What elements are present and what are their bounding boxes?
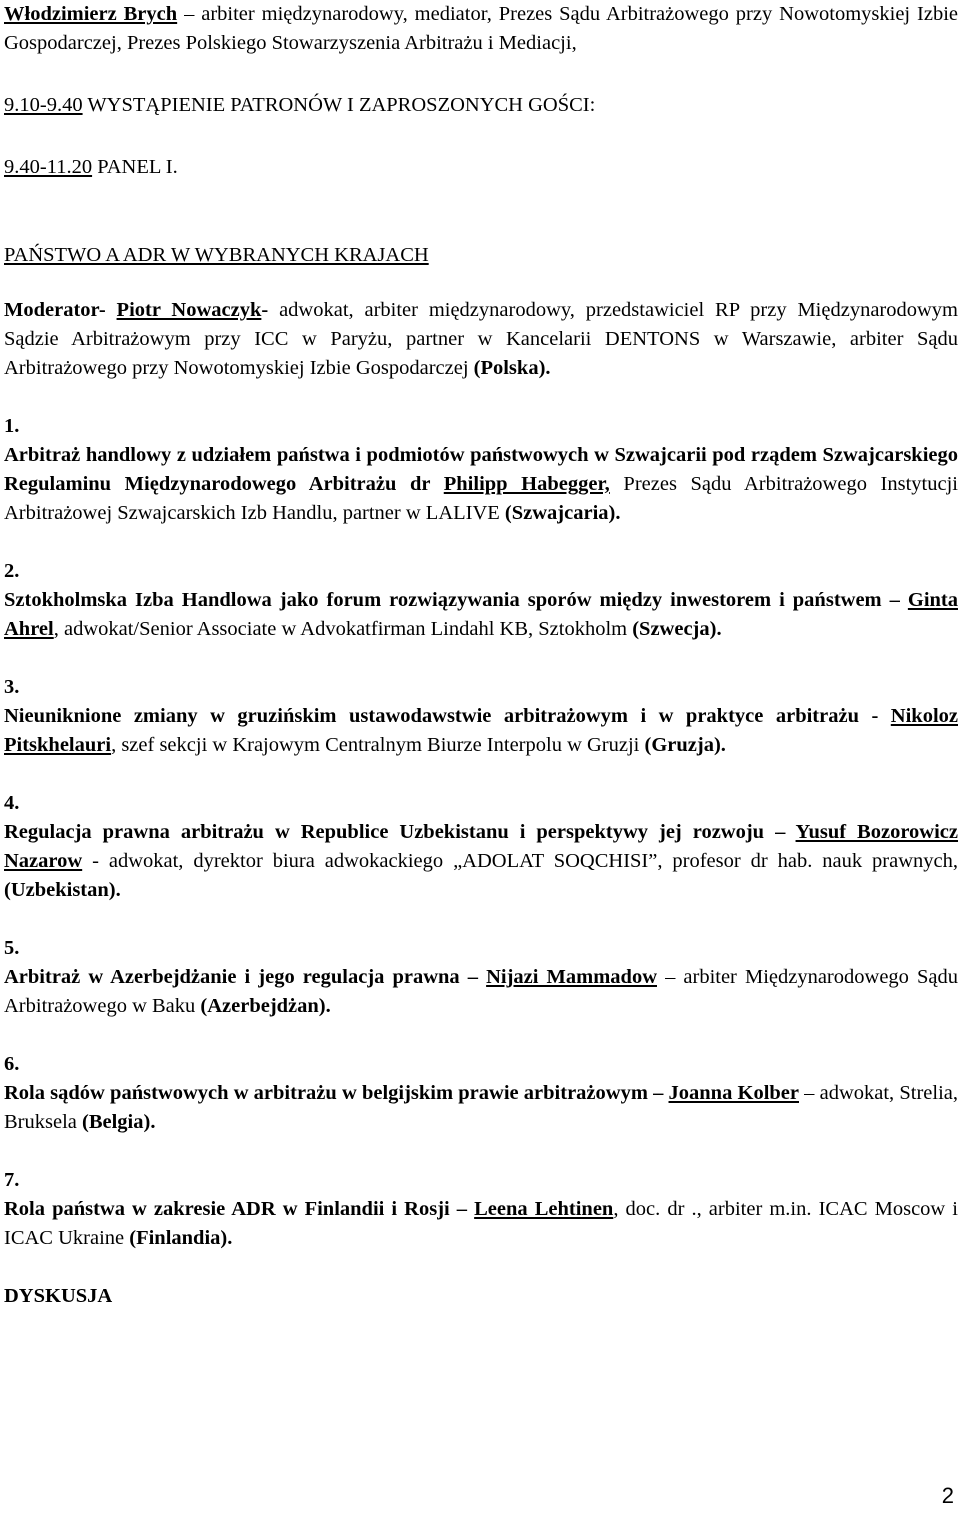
item-number: 7. (4, 1169, 20, 1191)
intro-desc: – arbiter międzynarodowy, mediator, Prezes Sądu Arbitrażowego przy Nowotomyskiej Izbie Gospodarczej, Prezes Polskiego Stowarzyszenia Arbitrażu i Mediacji, (4, 3, 958, 54)
intro-name: Włodzimierz Brych (4, 3, 178, 25)
intro-paragraph (4, 0, 958, 58)
item-speaker: Joanna Kolber (668, 1082, 799, 1104)
item-number: 2. (4, 560, 20, 582)
item-country: (Azerbejdżan). (200, 995, 331, 1017)
moderator-dash: - (261, 299, 280, 321)
moderator-paragraph (4, 296, 958, 383)
panel-title-line (4, 241, 958, 270)
schedule-text-2: PANEL I. (92, 156, 178, 178)
item-paragraph (4, 1195, 958, 1253)
item-paragraph (4, 963, 958, 1021)
item-paragraph (4, 818, 958, 905)
item-country: (Belgia). (82, 1111, 156, 1133)
item-country: (Szwecja). (632, 618, 722, 640)
item-number: 6. (4, 1053, 20, 1075)
moderator-country: (Polska). (473, 357, 551, 379)
schedule-line-2 (4, 153, 958, 182)
panel-title: PAŃSTWO A ADR W WYBRANYCH KRAJACH (4, 244, 429, 266)
schedule-line-1 (4, 91, 958, 120)
item-number: 4. (4, 792, 20, 814)
item-title: Rola sądów państwowych w arbitrażu w belgijskim prawie arbitrażowym – (4, 1082, 669, 1104)
item-paragraph (4, 1079, 958, 1137)
item-desc: – arbiter Międzynarodowego Sądu Arbitrażowego w Baku (4, 966, 958, 1017)
item-paragraph (4, 441, 958, 528)
schedule-time-2: 9.40-11.20 (4, 156, 93, 178)
item-country: (Uzbekistan). (4, 879, 121, 901)
item-desc: , szef sekcji w Krajowym Centralnym Biurze Interpolu w Gruzji (111, 734, 645, 756)
page-number: 2 (941, 1483, 954, 1508)
schedule-text-1: WYSTĄPIENIE PATRONÓW I ZAPROSZONYCH GOŚCI: (82, 94, 596, 116)
item-desc: - adwokat, dyrektor biura adwokackiego „ADOLAT SOQCHISI”, profesor dr hab. nauk prawnych, (82, 850, 958, 872)
item-title: Nieuniknione zmiany w gruzińskim ustawodawstwie arbitrażowym i w praktyce arbitrażu - (4, 705, 891, 727)
item-paragraph (4, 586, 958, 644)
item-speaker: Philipp Habegger, (443, 473, 610, 495)
item-title: Rola państwa w zakresie ADR w Finlandii i Rosji – (4, 1198, 475, 1220)
item-country: (Szwajcaria). (504, 502, 621, 524)
item-country: (Gruzja). (644, 734, 726, 756)
item-title: Sztokholmska Izba Handlowa jako forum rozwiązywania sporów między inwestorem i państwem – (4, 589, 908, 611)
item-speaker: Nijazi Mammadow (486, 966, 657, 988)
item-speaker: Ginta Ahrel (4, 589, 958, 640)
discussion-heading (4, 1282, 958, 1311)
document-page (4, 0, 958, 1311)
item-title: Arbitraż handlowy z udziałem państwa i podmiotów państwowych w Szwajcarii pod rządem Szwajcarskiego Regulaminu Międzynarodowego Arbitrażu dr (4, 444, 958, 495)
moderator-label: Moderator- (4, 299, 117, 321)
item-number: 5. (4, 937, 20, 959)
item-desc: Prezes Sądu Arbitrażowego Instytucji Arbitrażowej Szwajcarskich Izb Handlu, partner w LALIVE (4, 473, 958, 524)
item-speaker: Nikoloz Pitskhelauri (4, 705, 958, 756)
item-desc: , adwokat/Senior Associate w Advokatfirman Lindahl KB, Sztokholm (53, 618, 633, 640)
moderator-desc: adwokat, arbiter międzynarodowy, przedstawiciel RP przy Międzynarodowym Sądzie Arbitrażowym przy ICC w Paryżu, partner w Kancelarii DENTONS w Warszawie, arbiter Sądu Arbitrażowego przy Nowotomyskiej Izbie Gospodarczej (4, 299, 958, 379)
item-number: 1. (4, 415, 20, 437)
item-desc: , doc. dr ., arbiter m.in. ICAC Moscow i ICAC Ukraine (4, 1198, 958, 1249)
item-paragraph (4, 702, 958, 760)
item-desc: – adwokat, Strelia, Bruksela (4, 1082, 959, 1133)
item-title: Regulacja prawna arbitrażu w Republice Uzbekistanu i perspektywy jej rozwoju – (4, 821, 796, 843)
item-speaker: Leena Lehtinen (474, 1198, 614, 1220)
discussion-label: DYSKUSJA (4, 1285, 113, 1307)
moderator-name: Piotr Nowaczyk (116, 299, 262, 321)
schedule-time-1: 9.10-9.40 (4, 94, 83, 116)
item-speaker: Yusuf Bozorowicz Nazarow (4, 821, 959, 872)
item-number: 3. (4, 676, 20, 698)
item-title: Arbitraż w Azerbejdżanie i jego regulacja prawna – (4, 966, 487, 988)
item-country: (Finlandia). (129, 1227, 233, 1249)
